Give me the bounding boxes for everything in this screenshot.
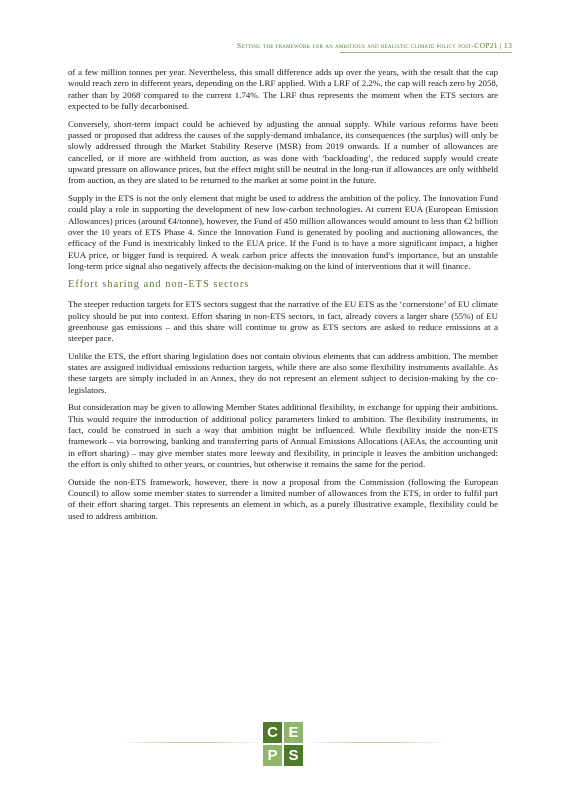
- header-rule: [340, 52, 512, 53]
- page-body: [68, 67, 498, 528]
- body-paragraph: Supply in the ETS is not the only element that might be used to address the ambition of the policy. The Innovation Fund could play a role in supporting the development of new low-carbon technologies. At current EUA (European Emission Allowances) prices (around €4/tonne), however, the Fund of 450 million allowances would amount to less than €2 billion over the 10 years of ETS Phase 4. Since the Innovation Fund is generated by pooling and auctioning allowances, the efficacy of the Fund is inextricably linked to the EUA price. If the Fund is to have a more significant impact, a higher EUA price, or bigger fund is required. A weak carbon price affects the innovation fund’s importance, but an unstable long-term price signal also negatively affects the decision-making on the kind of interventions that it will finance.: [68, 192, 498, 271]
- body-paragraph: Conversely, short-term impact could be achieved by adjusting the annual supply. While various reforms have been passed or proposed that address the causes of the supply-demand imbalance, its consequences (the surplus) will only be slowly addressed through the Market Stability Reserve (MSR) from 2019 onwards. If a number of allowances are cancelled, or if more are withheld from auction, as was done with ‘backloading’, the reduced supply would create upward pressure on allowance prices, but the effect might still be neutral in the long-run if allowances are only withheld from auction, as they are slated to be returned to the market at some point in the future.: [68, 118, 498, 186]
- body-paragraph: The steeper reduction targets for ETS sectors suggest that the narrative of the EU ETS as the ‘cornerstone’ of EU climate policy should be put into context. Effort sharing in non-ETS sectors, in fact, already covers a larger share (55%) of EU greenhouse gas emissions – and this share will continue to grow as ETS sectors are asked to reduce emissions at a steeper pace.: [68, 299, 498, 344]
- logo-letter: S: [284, 745, 303, 766]
- logo-letter: E: [284, 722, 303, 743]
- body-paragraph: of a few million tonnes per year. Nevertheless, this small difference adds up over the years, with the result that the cap would reach zero in different years, depending on the LRF applied. With a LRF of 2.2%, the cap will reach zero by 2058, rather than by 2068 compared to the current 1.74%. The LRF thus represents the moment when the ETS sectors are expected to be fully decarbonised.: [68, 67, 498, 112]
- running-header: Setting the framework for an ambitious and realistic climate policy post-COP21 | 13: [236, 41, 512, 50]
- logo-letter: C: [263, 722, 282, 743]
- body-paragraph: But consideration may be given to allowing Member States additional flexibility, in exchange for upping their ambitions. This would require the introduction of additional policy parameters linked to ambition. The flexibility instruments, in fact, could be construed in such a way that ambition might be influenced. While flexibility inside the non-ETS framework – via borrowing, banking and transferring parts of Annual Emissions Allocations (AEAs, the accounting unit in effort sharing) – may give member states more leeway and flexibility, in principle it leaves the ambition unchanged: the effort is only shifted to other years, or countries, but otherwise it remains the same for the period.: [68, 402, 498, 470]
- body-paragraph: Outside the non-ETS framework, however, there is now a proposal from the Commission (following the European Council) to allow some member states to surrender a limited number of allowances from the ETS, in order to fulfil part of their effort sharing target. This represents an element in which, as a purely illustrative example, flexibility could be used to address ambition.: [68, 476, 498, 521]
- footer-rule-right: [304, 742, 446, 743]
- body-paragraph: Unlike the ETS, the effort sharing legislation does not contain obvious elements that can address ambition. The member states are assigned individual emissions reduction targets, while there are also some flexibility instruments available. As these targets are simply included in an Annex, they do not represent an element subject to decision-making by the co-legislators.: [68, 350, 498, 395]
- section-heading: Effort sharing and non-ETS sectors: [68, 279, 250, 291]
- logo-letter: P: [263, 745, 282, 766]
- ceps-logo: [263, 722, 303, 766]
- footer-rule-left: [120, 742, 262, 743]
